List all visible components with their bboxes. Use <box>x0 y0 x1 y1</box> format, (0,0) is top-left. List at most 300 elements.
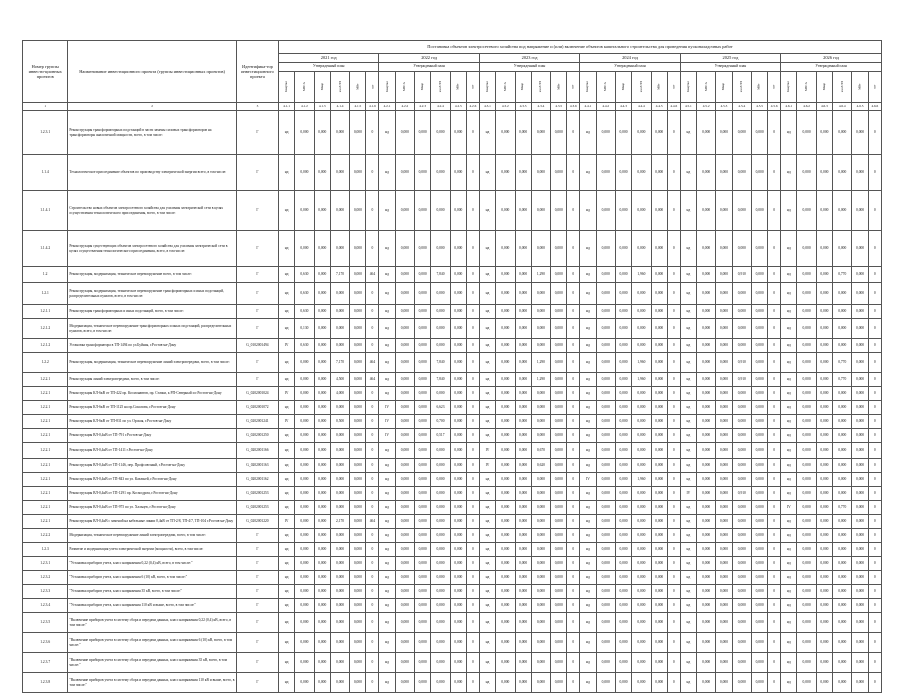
row-value: 0 <box>567 473 580 487</box>
row-value: 0,000 <box>350 557 366 571</box>
row-value: 0,000 <box>496 401 515 415</box>
column-number: 4.2.3 <box>415 103 431 111</box>
row-quarter: нд <box>479 231 495 267</box>
row-value: 0,000 <box>696 267 715 283</box>
row-quarter: нд <box>580 231 596 267</box>
row-value: 0,000 <box>852 373 868 387</box>
row-value: 0,000 <box>295 599 314 613</box>
row-value: 0,000 <box>696 515 715 529</box>
row-value: 0,000 <box>431 571 450 585</box>
row-value: 0,000 <box>833 339 852 353</box>
row-value: 0,000 <box>833 305 852 319</box>
row-value: 0,000 <box>732 401 751 415</box>
row-value: 0,000 <box>797 515 816 529</box>
row-value: 0,770 <box>833 373 852 387</box>
row-value: 0,000 <box>450 429 466 443</box>
row-value: 0,000 <box>415 673 431 693</box>
row-value: 0,000 <box>615 515 631 529</box>
row-value: 0,000 <box>651 283 667 305</box>
row-value: 0,910 <box>732 487 751 501</box>
row-number: 1.2 <box>23 267 68 283</box>
row-value: 0 <box>567 231 580 267</box>
row-value: 0 <box>868 443 881 459</box>
table-row <box>23 673 882 693</box>
row-value: 0,000 <box>314 373 330 387</box>
row-value: 0 <box>667 283 680 305</box>
row-value: 0,000 <box>716 155 732 191</box>
row-value: 0,000 <box>415 613 431 633</box>
row-quarter: нд <box>680 231 696 267</box>
row-value: 0 <box>868 429 881 443</box>
row-value: 0,000 <box>852 401 868 415</box>
row-value: 0,000 <box>515 267 531 283</box>
row-project-name: Реконструкция, модернизация, техническое перевооружение трансформаторных и иных подстанций, распределительных пунктов, всего, в том числе: <box>68 283 237 305</box>
row-value: 0,000 <box>696 319 715 339</box>
row-value: 0,000 <box>330 673 349 693</box>
row-value: 0,000 <box>696 387 715 401</box>
row-value: 0,000 <box>752 673 768 693</box>
row-number: 1.2.3.5 <box>23 613 68 633</box>
row-quarter: нд <box>278 319 294 339</box>
row-value: 0,000 <box>395 571 414 585</box>
row-value: 0,000 <box>833 673 852 693</box>
table-row <box>23 585 882 599</box>
row-value: 0,000 <box>531 599 550 613</box>
row-value: 0,910 <box>732 267 751 283</box>
row-quarter: нд <box>680 387 696 401</box>
sub-header-label: км ЛЭП <box>739 81 744 93</box>
row-value: 0 <box>667 613 680 633</box>
row-value: 0,000 <box>531 501 550 515</box>
row-project-name: Модернизация, техническое перевооружение трансформаторных и иных подстанций, распределительных пунктов, всего, в том числе: <box>68 319 237 339</box>
row-value: 0,000 <box>551 267 567 283</box>
row-number: 1.2.2.1 <box>23 459 68 473</box>
row-value: 0,000 <box>596 487 615 501</box>
row-value: 0,500 <box>330 415 349 429</box>
row-value: 0,000 <box>596 543 615 557</box>
row-value: 0,000 <box>314 633 330 653</box>
row-value: 0,000 <box>551 571 567 585</box>
row-value: 0 <box>466 373 479 387</box>
row-value: 0,000 <box>415 543 431 557</box>
row-value: 0 <box>466 415 479 429</box>
row-value: 0,000 <box>833 543 852 557</box>
row-value: 0 <box>768 515 781 529</box>
row-quarter: нд <box>379 515 395 529</box>
row-quarter: нд <box>278 653 294 673</box>
row-value: 0,000 <box>314 353 330 373</box>
row-value: 0,000 <box>395 599 414 613</box>
row-value: 0,000 <box>314 191 330 231</box>
row-value: 0,000 <box>632 543 651 557</box>
row-project-name: "Установка приборов учета, класс напряжения 0,22 (0,4) кВ, всего, в том числе:" <box>68 557 237 571</box>
row-value: 0,000 <box>551 633 567 653</box>
row-value: 0 <box>868 571 881 585</box>
row-value: 0 <box>768 283 781 305</box>
row-project-id: Г <box>236 353 278 373</box>
row-quarter: нд <box>781 373 797 387</box>
row-value: 0,000 <box>531 283 550 305</box>
row-value: 0,000 <box>350 585 366 599</box>
row-value: 0,000 <box>833 283 852 305</box>
row-project-id: G_0202001253 <box>236 487 278 501</box>
sub-header-label: МВт <box>656 83 661 91</box>
row-value: 0,000 <box>816 339 832 353</box>
row-project-id: Г <box>236 633 278 653</box>
row-quarter: нд <box>278 443 294 459</box>
row-value: 0,000 <box>431 305 450 319</box>
sub-header-label: км ЛЭП <box>638 81 643 93</box>
row-value: 0,000 <box>852 387 868 401</box>
row-value: 0 <box>768 571 781 585</box>
row-value: 0 <box>567 557 580 571</box>
row-value: 0,000 <box>431 283 450 305</box>
row-value: 0,000 <box>696 339 715 353</box>
row-value: 0,000 <box>531 231 550 267</box>
row-number: 1.2.1 <box>23 283 68 305</box>
row-quarter: нд <box>580 339 596 353</box>
row-value: 0,000 <box>330 571 349 585</box>
row-quarter: нд <box>278 155 294 191</box>
row-value: 0,000 <box>615 585 631 599</box>
row-value: 0,000 <box>395 557 414 571</box>
row-value: 0,000 <box>752 387 768 401</box>
row-value: 0,000 <box>350 415 366 429</box>
row-value: 0 <box>868 283 881 305</box>
row-quarter: нд <box>278 191 294 231</box>
row-value: 0,000 <box>314 529 330 543</box>
row-value: 0,000 <box>752 339 768 353</box>
row-number: 1.2.2 <box>23 353 68 373</box>
row-value: 0,000 <box>797 557 816 571</box>
row-value: 0,000 <box>330 653 349 673</box>
row-quarter: нд <box>781 529 797 543</box>
column-number: 4.5.2 <box>696 103 715 111</box>
column-number: 4.2.5 <box>450 103 466 111</box>
sub-header <box>667 72 680 103</box>
row-value: 0,000 <box>797 267 816 283</box>
row-value: 0,000 <box>415 529 431 543</box>
row-quarter: нд <box>278 283 294 305</box>
row-quarter: IV <box>479 443 495 459</box>
row-value: 0,000 <box>515 319 531 339</box>
row-value: 0,000 <box>833 459 852 473</box>
column-number: 4.3.4 <box>531 103 550 111</box>
row-value: 0 <box>466 571 479 585</box>
row-value: 0,000 <box>651 599 667 613</box>
row-quarter: нд <box>781 267 797 283</box>
row-value: 0,000 <box>314 571 330 585</box>
row-project-id: G_0202001220 <box>236 515 278 529</box>
column-number: 4.3.5 <box>551 103 567 111</box>
row-value: 0,000 <box>314 501 330 515</box>
row-value: 0,000 <box>696 633 715 653</box>
sub-header-label: Мвар <box>319 83 324 91</box>
row-value: 0 <box>868 633 881 653</box>
row-value: 0,000 <box>350 599 366 613</box>
row-value: 0,000 <box>596 653 615 673</box>
row-quarter: нд <box>680 673 696 693</box>
row-project-name: "Включение приборов учета в систему сбора и передачи данных, класс напряжения 35 кВ, всего, в том числе:" <box>68 653 237 673</box>
row-quarter: нд <box>781 633 797 653</box>
row-value: 0 <box>567 543 580 557</box>
row-quarter: нд <box>781 339 797 353</box>
row-value: 0,000 <box>632 633 651 653</box>
row-value: 0,000 <box>632 319 651 339</box>
row-project-name: Реконструкция КЛ-6кВ от ТП-422 пр. Космонавтов, пр. Стачки, к РП-Северный и г.Ростов-на-Дону <box>68 387 237 401</box>
row-quarter: нд <box>580 415 596 429</box>
row-value: 0,000 <box>450 353 466 373</box>
row-quarter: нд <box>479 487 495 501</box>
row-number: 1.2.3.2 <box>23 571 68 585</box>
row-value: 0 <box>868 515 881 529</box>
row-value: 0,000 <box>496 231 515 267</box>
row-value: 0,000 <box>716 319 732 339</box>
row-quarter: нд <box>680 543 696 557</box>
row-value: 0,000 <box>330 557 349 571</box>
column-number: 4.1.5 <box>350 103 366 111</box>
row-value: 0,000 <box>450 415 466 429</box>
row-quarter: нд <box>379 155 395 191</box>
row-value: 0,000 <box>596 319 615 339</box>
row-value: 0,000 <box>716 599 732 613</box>
row-value: 0,000 <box>450 387 466 401</box>
row-quarter: нд <box>379 613 395 633</box>
row-project-name: Технологическое присоединение объектов по производству электрической энергии всего, в том числе: <box>68 155 237 191</box>
row-quarter: нд <box>781 231 797 267</box>
row-project-name: Реконструкция ВЛ-0,4кВ от ТП-843 по ул. Казачьей, г.Ростов-на-Дону <box>68 473 237 487</box>
row-quarter: нд <box>680 339 696 353</box>
row-quarter: нд <box>278 353 294 373</box>
row-value: 0,000 <box>852 585 868 599</box>
row-number: 1.2.2.1 <box>23 401 68 415</box>
row-value: 0,000 <box>696 443 715 459</box>
row-value: 0 <box>768 191 781 231</box>
row-quarter: нд <box>379 529 395 543</box>
row-value: 0,000 <box>632 443 651 459</box>
row-value: 0,000 <box>496 501 515 515</box>
sub-header-label: Квартал <box>685 81 690 93</box>
row-value: 0,000 <box>314 459 330 473</box>
row-value: 2,170 <box>330 515 349 529</box>
row-value: 464 <box>366 515 379 529</box>
row-value: 0,000 <box>515 429 531 443</box>
row-number: 1.2.3.3 <box>23 585 68 599</box>
row-quarter: нд <box>781 599 797 613</box>
table-row <box>23 443 882 459</box>
row-number: 1.1.4.2 <box>23 231 68 267</box>
row-project-id: Г <box>236 305 278 319</box>
row-project-name: "Установка приборов учета, класс напряжения 110 кВ и выше, всего, в том числе:" <box>68 599 237 613</box>
row-quarter: нд <box>479 473 495 487</box>
row-value: 0,000 <box>314 429 330 443</box>
row-value: 0,000 <box>651 191 667 231</box>
row-value: 0,000 <box>450 501 466 515</box>
row-value: 0,000 <box>330 443 349 459</box>
row-quarter: нд <box>580 613 596 633</box>
row-quarter: нд <box>379 557 395 571</box>
row-value: 0,000 <box>551 515 567 529</box>
row-value: 0,000 <box>716 501 732 515</box>
row-quarter: нд <box>379 443 395 459</box>
row-project-name: Реконструкция трансформаторных подстанций в части замены силовых трансформаторов на трансформаторы аналогичной мощности, всего, в том числе: <box>68 111 237 155</box>
row-value: 0,000 <box>450 515 466 529</box>
row-value: 0 <box>768 231 781 267</box>
sub-header-label: Мвар <box>821 83 826 91</box>
row-value: 0,000 <box>651 319 667 339</box>
row-quarter: IV <box>278 515 294 529</box>
sub-header-label: МВ×А <box>301 82 306 92</box>
row-value: 0 <box>667 373 680 387</box>
row-value: 0,000 <box>431 443 450 459</box>
row-value: 0,000 <box>732 459 751 473</box>
row-project-name: "Включение приборов учета в систему сбора и передачи данных, класс напряжения 6 (10) кВ, всего, в том числе:" <box>68 633 237 653</box>
table-row <box>23 387 882 401</box>
row-quarter: IV <box>379 415 395 429</box>
row-number: 1.2.1.2 <box>23 339 68 353</box>
row-value: 0 <box>567 267 580 283</box>
row-quarter: нд <box>781 459 797 473</box>
row-project-name: Строительство новых объектов электросетевого хозяйства для усиления электрической сети в целях осуществления технологического присоединения, всего, в том числе: <box>68 191 237 231</box>
row-value: 0,000 <box>415 319 431 339</box>
row-quarter: нд <box>781 557 797 571</box>
row-value: 0,000 <box>531 305 550 319</box>
row-value: 0,000 <box>732 633 751 653</box>
row-value: 0,000 <box>852 191 868 231</box>
row-project-id: Г <box>236 111 278 155</box>
column-number: 4.4.3 <box>615 103 631 111</box>
row-value: 0 <box>868 305 881 319</box>
row-value: 0,000 <box>797 373 816 387</box>
row-value: 0,000 <box>651 585 667 599</box>
row-value: 0,000 <box>415 401 431 415</box>
row-quarter: нд <box>781 515 797 529</box>
row-value: 0,000 <box>531 339 550 353</box>
row-value: 0,000 <box>833 415 852 429</box>
row-value: 0,000 <box>350 319 366 339</box>
table-row <box>23 373 882 387</box>
row-quarter: нд <box>781 473 797 487</box>
row-value: 0,000 <box>716 373 732 387</box>
row-quarter: нд <box>479 633 495 653</box>
row-value: 0 <box>466 529 479 543</box>
row-value: 0,000 <box>415 283 431 305</box>
row-value: 0,000 <box>651 267 667 283</box>
sub-header <box>531 72 550 103</box>
row-value: 0,000 <box>833 155 852 191</box>
row-value: 0,000 <box>295 353 314 373</box>
row-value: 0,000 <box>797 487 816 501</box>
row-value: 0 <box>366 111 379 155</box>
row-value: 0,000 <box>651 633 667 653</box>
row-value: 0,000 <box>852 319 868 339</box>
sub-header <box>868 72 881 103</box>
row-value: 0 <box>667 653 680 673</box>
row-value: 0,000 <box>816 111 832 155</box>
row-quarter: нд <box>680 585 696 599</box>
row-value: 0,000 <box>314 557 330 571</box>
row-quarter: нд <box>278 267 294 283</box>
row-value: 0,000 <box>431 231 450 267</box>
row-quarter: нд <box>278 571 294 585</box>
row-value: 0,000 <box>716 473 732 487</box>
row-value: 0,000 <box>350 353 366 373</box>
row-quarter: нд <box>278 429 294 443</box>
row-value: 0,000 <box>696 459 715 473</box>
row-quarter: IV <box>580 473 596 487</box>
row-value: 0,000 <box>330 283 349 305</box>
row-project-id: G_0202001162 <box>236 473 278 487</box>
row-project-id: G_0102001494 <box>236 339 278 353</box>
row-quarter: нд <box>680 155 696 191</box>
row-value: 0,000 <box>551 429 567 443</box>
column-number: 4.3.2 <box>496 103 515 111</box>
row-value: 0,000 <box>531 613 550 633</box>
column-number: 4.2.1 <box>379 103 395 111</box>
row-value: 0,000 <box>314 543 330 557</box>
row-value: 0,000 <box>816 319 832 339</box>
row-value: 0 <box>868 191 881 231</box>
row-quarter: нд <box>680 501 696 515</box>
row-quarter: нд <box>479 387 495 401</box>
row-value: 0,000 <box>716 443 732 459</box>
row-value: 0,000 <box>615 653 631 673</box>
row-value: 0,000 <box>651 429 667 443</box>
row-quarter: нд <box>680 571 696 585</box>
row-number: 1.2.2.1 <box>23 429 68 443</box>
row-value: 0,000 <box>716 515 732 529</box>
row-value: 0,000 <box>415 111 431 155</box>
sub-header <box>816 72 832 103</box>
sub-header-label: МВт <box>455 83 460 91</box>
row-value: 0,000 <box>295 571 314 585</box>
row-value: 0 <box>567 613 580 633</box>
row-value: 0,000 <box>716 191 732 231</box>
row-value: 0,000 <box>415 459 431 473</box>
row-value: 0,000 <box>450 585 466 599</box>
row-value: 0,000 <box>833 613 852 633</box>
row-value: 0,000 <box>752 111 768 155</box>
row-value: 0,000 <box>632 339 651 353</box>
row-value: 0,000 <box>450 339 466 353</box>
row-quarter: нд <box>379 267 395 283</box>
row-value: 0,000 <box>531 585 550 599</box>
row-quarter: нд <box>580 443 596 459</box>
sub-header-label: км ЛЭП <box>538 81 543 93</box>
row-value: 0,000 <box>596 373 615 387</box>
row-number: 1.2.3.1 <box>23 111 68 155</box>
row-value: 0,000 <box>716 339 732 353</box>
row-value: 0,000 <box>716 353 732 373</box>
row-value: 0,000 <box>395 373 414 387</box>
row-number: 1.2.3.8 <box>23 673 68 693</box>
row-value: 0,000 <box>515 339 531 353</box>
row-value: 0,000 <box>852 429 868 443</box>
row-value: 0,000 <box>596 305 615 319</box>
row-project-id: Г <box>236 191 278 231</box>
row-value: 0 <box>466 231 479 267</box>
sub-header <box>567 72 580 103</box>
row-value: 0,000 <box>596 283 615 305</box>
row-value: 0,630 <box>295 305 314 319</box>
row-value: 0,000 <box>395 283 414 305</box>
row-value: 0,000 <box>551 613 567 633</box>
row-value: 0,000 <box>816 613 832 633</box>
row-quarter: нд <box>781 401 797 415</box>
row-quarter: нд <box>479 543 495 557</box>
row-value: 0,000 <box>395 501 414 515</box>
row-value: 0 <box>466 543 479 557</box>
